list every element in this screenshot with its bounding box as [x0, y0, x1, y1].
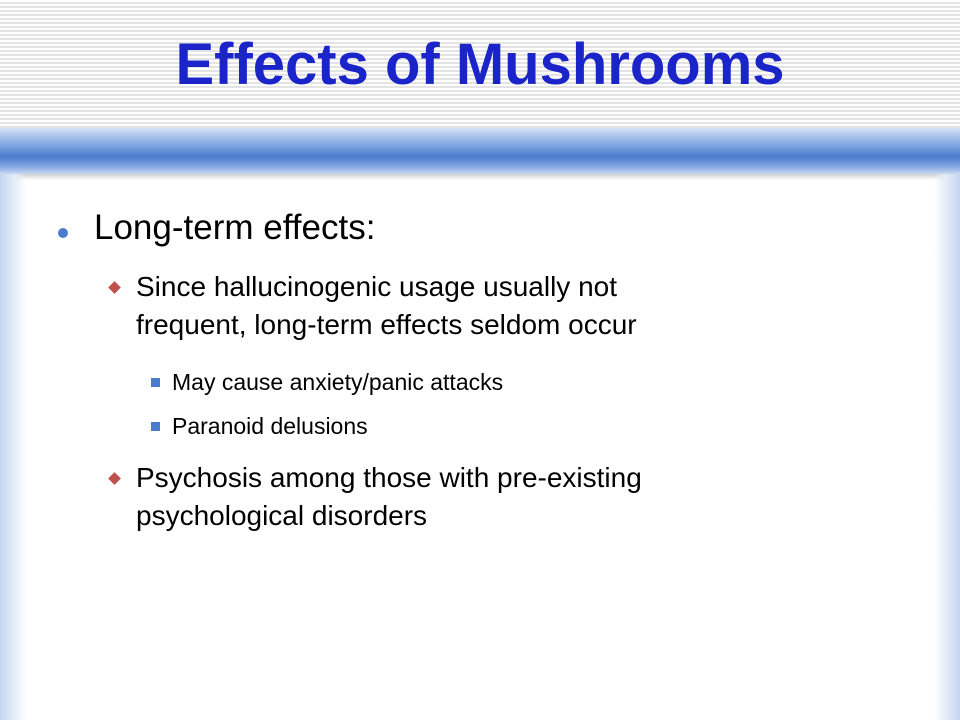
- square-bullet-icon: [151, 422, 160, 431]
- sub-bullet-usage-line-1: Since hallucinogenic usage usually not: [136, 271, 617, 302]
- square-bullet-icon: [151, 378, 160, 387]
- sub-bullet-usage-line-2: frequent, long-term effects seldom occur: [136, 309, 637, 340]
- sub-sub-bullet-anxiety: May cause anxiety/panic attacks: [172, 369, 504, 395]
- diamond-bullet-icon: [108, 472, 121, 485]
- slide-title: Effects of Mushrooms: [175, 32, 785, 97]
- sub-bullet-psychosis: [136, 459, 826, 535]
- sub-sub-bullet-paranoid: Paranoid delusions: [172, 413, 368, 439]
- diamond-bullet-icon: [108, 281, 121, 294]
- round-bullet-icon: [58, 228, 68, 238]
- bullet-long-term-effects: Long-term effects:: [94, 208, 376, 247]
- sub-bullet-psychosis-line-1: Psychosis among those with pre-existing: [136, 462, 642, 493]
- sub-bullet-usage: [136, 268, 826, 344]
- sub-bullet-psychosis-line-2: psychological disorders: [136, 500, 428, 531]
